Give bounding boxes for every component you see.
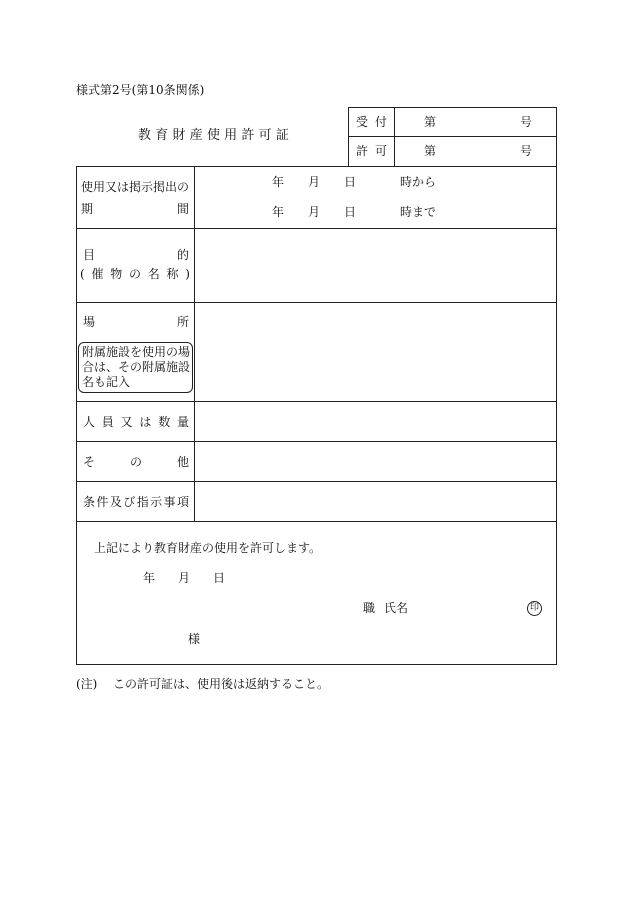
document-title: 教 育 財 産 使 用 許 可 証 <box>138 128 289 143</box>
permit-label: 許 可 <box>356 144 387 158</box>
addressee-suffix: 様 <box>188 632 201 646</box>
period-to-day: 日 <box>344 205 357 219</box>
personnel-label: 人 員 又 は 数 量 <box>83 415 189 429</box>
form-number: 様式第2号(第10条関係) <box>76 83 205 97</box>
permit-number-prefix: 第 <box>424 144 437 158</box>
receipt-number-suffix: 号 <box>520 115 533 129</box>
period-from-day: 日 <box>344 175 357 189</box>
table-bottom-border <box>76 664 557 665</box>
receipt-label: 受 付 <box>356 115 387 129</box>
period-label-line2: 期 間 <box>81 202 189 216</box>
approval-statement: 上記により教育財産の使用を許可します。 <box>94 541 322 555</box>
place-note-line3: 名も記入 <box>82 375 131 389</box>
label-column-divider <box>194 166 195 522</box>
row-divider-2 <box>76 302 557 303</box>
footnote-text: この許可証は、使用後は返納すること。 <box>113 677 330 691</box>
row-divider-4 <box>76 441 557 442</box>
footnote-mark: (注) <box>76 677 98 691</box>
conditions-label: 条 件 及 び 指 示 事 項 <box>83 495 189 509</box>
purpose-label: 目 的 <box>83 248 189 262</box>
seal-icon: 印 <box>527 601 542 616</box>
purpose-sub-label: ( 催 物 の 名 称 ) <box>80 267 190 281</box>
row-divider-6 <box>76 521 557 522</box>
header-top-border <box>348 107 556 108</box>
period-from-month: 月 <box>308 175 321 189</box>
official-name-label: 氏名 <box>384 601 409 615</box>
period-from-suffix: 時から <box>400 175 437 189</box>
official-title: 職 <box>363 601 376 615</box>
row-divider-5 <box>76 481 557 482</box>
period-label-line1: 使用又は掲示掲出の <box>81 180 190 194</box>
table-top-border <box>76 166 557 167</box>
approval-day: 日 <box>213 571 226 585</box>
permit-number-suffix: 号 <box>520 144 533 158</box>
place-label: 場 所 <box>83 315 189 329</box>
table-left-border <box>76 166 77 665</box>
header-middle-border <box>348 136 556 137</box>
place-note-line2: 合は、その附属施設 <box>82 360 191 374</box>
receipt-number-prefix: 第 <box>424 115 437 129</box>
period-from-year: 年 <box>272 175 285 189</box>
table-right-border <box>556 107 557 665</box>
place-note-line1: 附属施設を使用の場 <box>82 345 191 359</box>
row-divider-3 <box>76 401 557 402</box>
approval-month: 月 <box>178 571 191 585</box>
row-divider-1 <box>76 228 557 229</box>
approval-year: 年 <box>143 571 156 585</box>
period-to-year: 年 <box>272 205 285 219</box>
period-to-suffix: 時まで <box>400 205 437 219</box>
other-label: そ の 他 <box>83 455 189 469</box>
period-to-month: 月 <box>308 205 321 219</box>
